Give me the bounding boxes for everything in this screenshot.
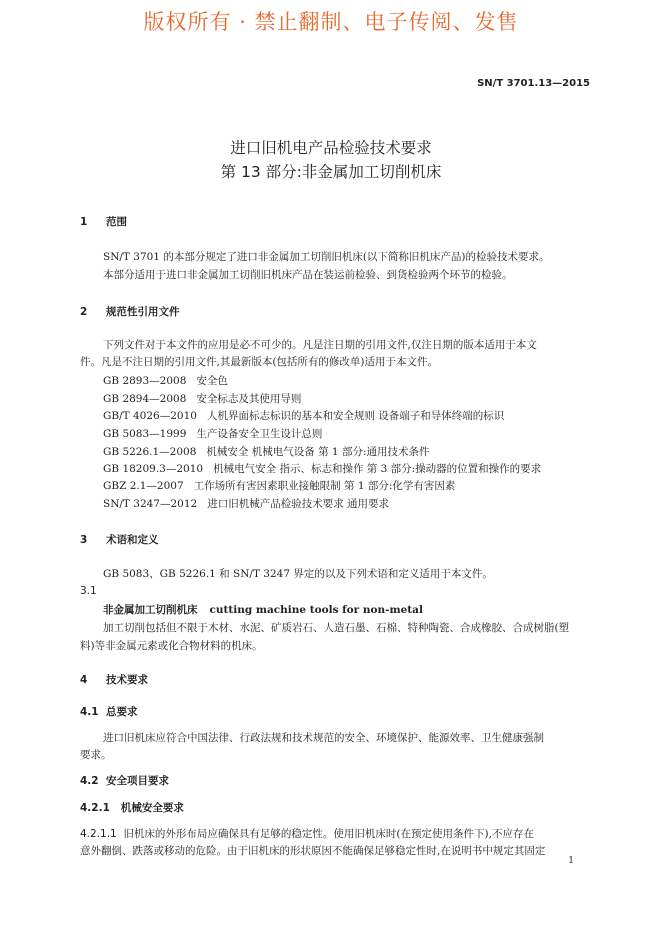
reference-item [103, 478, 455, 493]
term-english: cutting machine tools for non-metal [209, 604, 423, 616]
reference-item [103, 496, 389, 511]
definition: 料)等非金属元素或化合物材料的机床。 [80, 640, 263, 652]
paragraph: 进口旧机床应符合中国法律、行政法规和技术规范的安全、环境保护、能源效率、卫生健康强制 [103, 732, 544, 744]
paragraph: 本部分适用于进口非金属加工切削旧机床产品在装运前检验、到货检验两个环节的检验。 [103, 269, 513, 281]
paragraph: 要求。 [80, 749, 112, 761]
reference-code: GBZ 2.1—2007 [103, 480, 184, 492]
clause-number: 4.2.1.1 [80, 828, 117, 840]
section-3-heading [80, 532, 159, 547]
section-title: 机械安全要求 [120, 802, 184, 814]
paragraph: SN/T 3701 的本部分规定了进口非金属加工切削旧机床(以下简称旧机床产品)的检验技术要求。 [103, 251, 550, 263]
reference-title: 进口旧机械产品检验技术要求 通用要求 [207, 498, 390, 510]
section-number: 3 [80, 534, 88, 546]
section-4-1-heading [80, 704, 138, 719]
reference-title: 机械电气安全 指示、标志和操作 第 3 部分:操动器的位置和操作的要求 [213, 463, 542, 475]
reference-title: 机械安全 机械电气设备 第 1 部分:通用技术条件 [206, 446, 430, 458]
section-4-2-1-heading [80, 800, 184, 815]
section-4-heading [80, 672, 148, 687]
reference-code: GB 2893—2008 [103, 375, 187, 387]
reference-item [103, 391, 301, 406]
section-title: 规范性引用文件 [106, 306, 180, 318]
section-number: 2 [80, 306, 88, 318]
section-2-heading [80, 304, 180, 319]
clause-text: 旧机床的外形布局应确保具有足够的稳定性。使用旧机床时(在预定使用条件下),不应存在 [123, 828, 534, 840]
section-number: 4.2 [80, 775, 99, 787]
document-title: 进口旧机电产品检验技术要求 [230, 139, 432, 157]
reference-title: 工作场所有害因素职业接触限制 第 1 部分:化学有害因素 [193, 480, 456, 492]
reference-title: 生产设备安全卫生设计总则 [196, 428, 323, 440]
reference-code: GB 18209.3—2010 [103, 463, 204, 475]
paragraph: 下列文件对于本文件的应用是必不可少的。凡是注日期的引用文件,仅注日期的版本适用于本文 [103, 339, 537, 351]
section-1-heading [80, 214, 127, 229]
section-title: 安全项目要求 [106, 775, 169, 787]
reference-item [103, 373, 228, 388]
section-title: 总要求 [106, 706, 138, 718]
reference-code: SN/T 3247—2012 [103, 498, 198, 510]
reference-item [103, 426, 322, 441]
reference-code: GB/T 4026—2010 [103, 410, 197, 422]
paragraph: GB 5083、GB 5226.1 和 SN/T 3247 界定的以及下列术语和定义适用于本文件。 [103, 568, 493, 580]
page-number: 1 [568, 856, 574, 866]
reference-code: GB 2894—2008 [103, 393, 187, 405]
subsection-number: 3.1 [80, 585, 97, 597]
term-entry [103, 602, 423, 617]
section-number: 4.1 [80, 706, 99, 718]
section-number: 4.2.1 [80, 802, 110, 814]
reference-title: 人机界面标志标识的基本和安全规则 设备端子和导体终端的标识 [206, 410, 505, 422]
paragraph: 意外翻倒、跌落或移动的危险。由于旧机床的形状原因不能确保足够稳定性时,在说明书中规定其固定 [80, 845, 546, 857]
reference-item [103, 408, 504, 423]
reference-code: GB 5226.1—2008 [103, 446, 197, 458]
section-title: 范围 [106, 216, 127, 228]
section-4-2-heading [80, 773, 169, 788]
section-title: 技术要求 [106, 674, 148, 686]
definition: 加工切削包括但不限于木材、水泥、矿质岩石、人造石墨、石棉、特种陶瓷、合成橡胶、合成树脂(塑 [103, 622, 570, 634]
reference-title: 安全标志及其使用导则 [196, 393, 302, 405]
copyright-banner: 版权所有 · 禁止翻制、电子传阅、发售 [143, 10, 519, 34]
document-subtitle: 第 13 部分:非金属加工切削机床 [220, 163, 442, 181]
standard-number: SN/T 3701.13—2015 [477, 78, 590, 89]
section-number: 1 [80, 216, 88, 228]
reference-title: 安全色 [196, 375, 228, 387]
section-title: 术语和定义 [106, 534, 159, 546]
reference-code: GB 5083—1999 [103, 428, 187, 440]
clause-4-2-1-1 [80, 826, 534, 841]
term-chinese: 非金属加工切削机床 [103, 604, 198, 616]
reference-item [103, 444, 430, 459]
reference-item [103, 461, 541, 476]
section-number: 4 [80, 674, 88, 686]
paragraph: 件。凡是不注日期的引用文件,其最新版本(包括所有的修改单)适用于本文件。 [80, 356, 439, 368]
